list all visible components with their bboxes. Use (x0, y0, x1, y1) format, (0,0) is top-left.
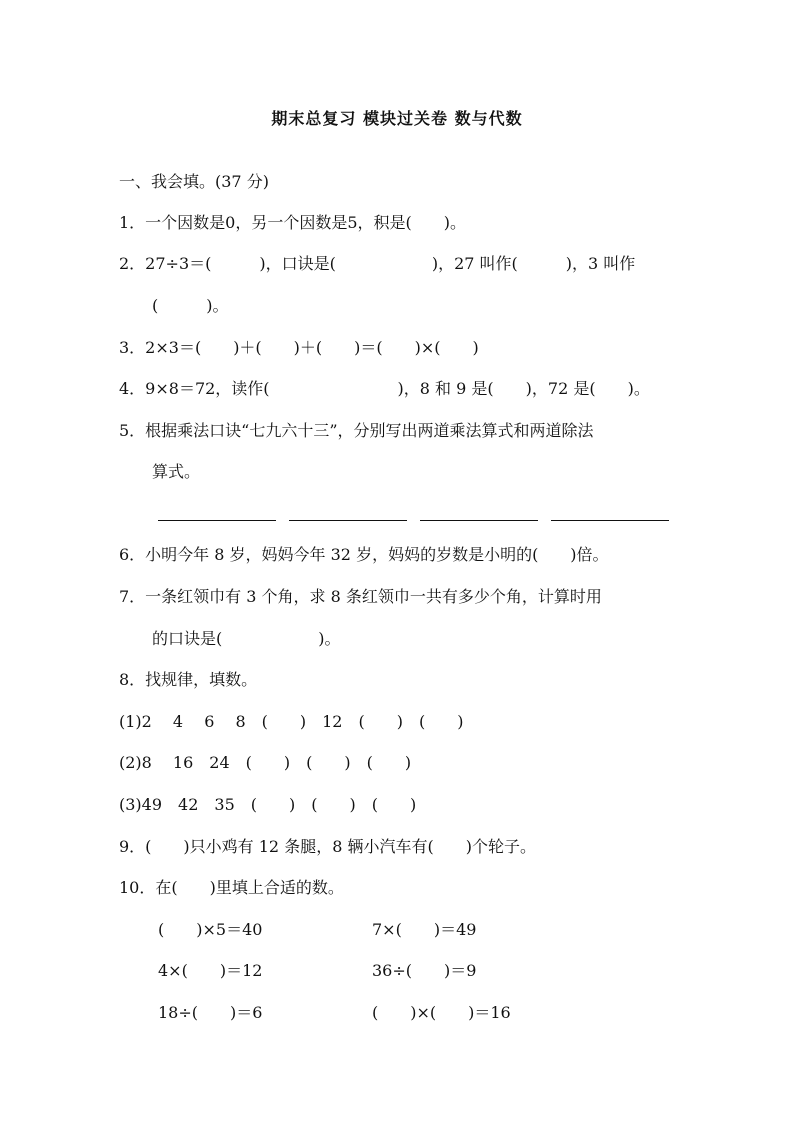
answer-blank-line (420, 520, 538, 521)
q10-item: ( )×( )＝16 (372, 1003, 511, 1022)
q10-item: 36÷( )＝9 (372, 961, 477, 980)
q10-item: 18÷( )＝6 (158, 1003, 263, 1022)
question-2-line-1: 2．27÷3＝( )，口诀是( )，27 叫作( )，3 叫作 (119, 254, 636, 273)
question-3: 3．2×3＝( )＋( )＋( )＝( )×( ) (119, 338, 479, 357)
question-4: 4．9×8＝72，读作( )，8 和 9 是( )，72 是( )。 (119, 379, 650, 398)
question-6: 6．小明今年 8 岁，妈妈今年 32 岁，妈妈的岁数是小明的( )倍。 (119, 545, 609, 564)
answer-blank-line (551, 520, 669, 521)
question-2-line-2: ( )。 (152, 296, 229, 315)
question-5-line-2: 算式。 (152, 462, 201, 481)
question-1: 1．一个因数是0，另一个因数是5，积是( )。 (119, 213, 467, 232)
answer-blank-line (289, 520, 407, 521)
question-10: 10．在( )里填上合适的数。 (119, 878, 344, 897)
q10-item: 7×( )＝49 (372, 920, 477, 939)
q10-item: 4×( )＝12 (158, 961, 263, 980)
section-heading: 一、我会填。(37 分) (119, 172, 269, 191)
question-7-line-1: 7．一条红领巾有 3 个角，求 8 条红领巾一共有多少个角，计算时用 (119, 587, 602, 606)
q10-item: ( )×5＝40 (158, 920, 263, 939)
answer-blank-line (158, 520, 276, 521)
page-title: 期末总复习 模块过关卷 数与代数 (271, 109, 523, 128)
question-8-part-3: (3)49 42 35 ( ) ( ) ( ) (119, 795, 417, 814)
question-8-part-2: (2)8 16 24 ( ) ( ) ( ) (119, 753, 412, 772)
question-5-line-1: 5．根据乘法口诀“七九六十三”，分别写出两道乘法算式和两道除法 (119, 421, 594, 440)
question-7-line-2: 的口诀是( )。 (152, 629, 341, 648)
question-8-part-1: (1)2 4 6 8 ( ) 12 ( ) ( ) (119, 712, 464, 731)
question-9: 9．( )只小鸡有 12 条腿，8 辆小汽车有( )个轮子。 (119, 837, 536, 856)
question-8: 8．找规律，填数。 (119, 670, 258, 689)
